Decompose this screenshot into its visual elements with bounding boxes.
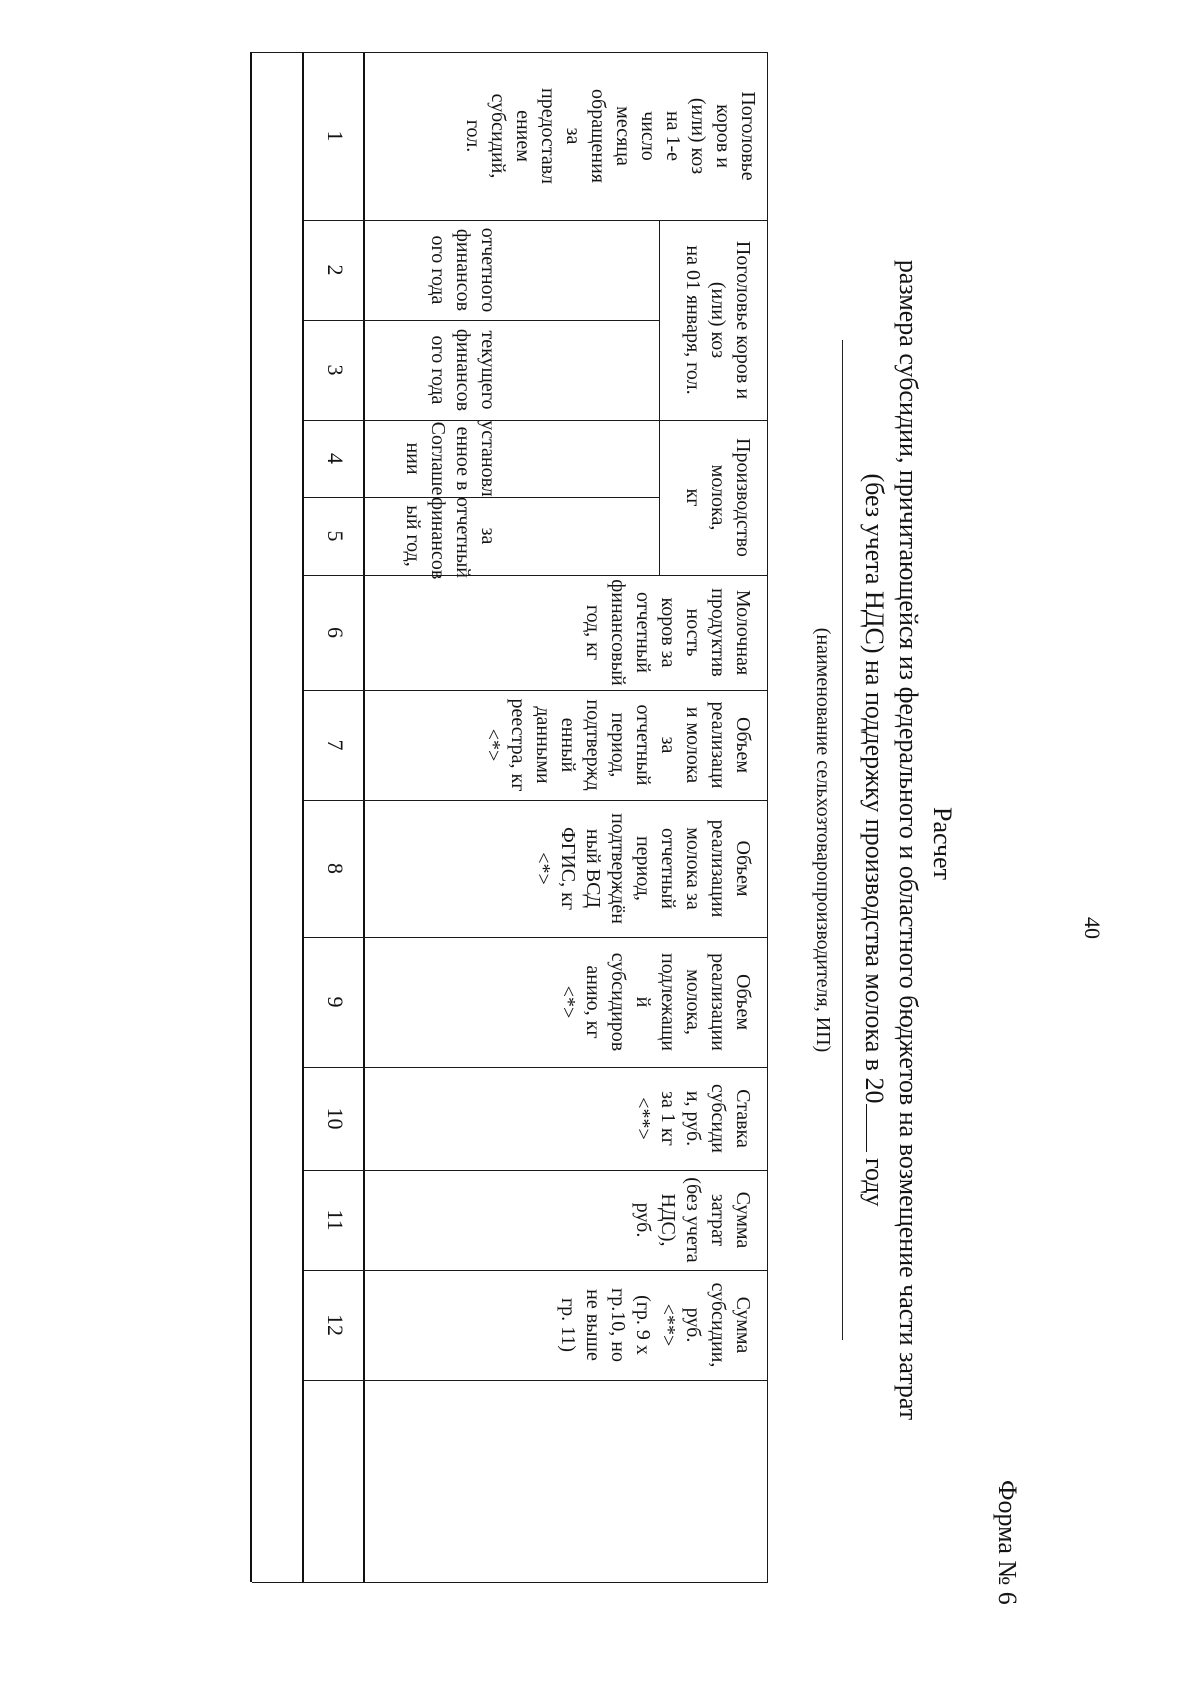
col-border-12: [304, 1380, 768, 1381]
column-number-3: 3: [323, 364, 348, 376]
subtitle-line-2: [857, 120, 891, 1560]
year-blank: [866, 1104, 889, 1152]
header-col-9: Объем реализации молока, подлежащи й субсидиров анию, кг <*>: [557, 952, 754, 1052]
document-subtitle: [857, 120, 925, 1560]
header-col-6: Молочная продуктив ность коров за отчетный финансовый год, кг: [582, 579, 754, 686]
column-number-5: 5: [323, 530, 348, 542]
producer-name-caption: (наименование сельхозтоваропроизводителя, ИП): [812, 627, 834, 1053]
column-number-4: 4: [323, 453, 348, 464]
column-number-6: 6: [323, 627, 348, 638]
header-col-10: Ставка субсиди и, руб. за 1 кг <**>: [632, 1084, 754, 1153]
header-col-4: установл енное в Соглаше нии: [402, 420, 499, 497]
column-number-10: 10: [323, 1107, 348, 1130]
col-border-13: [252, 1582, 768, 1583]
subtitle-line-1: размера субсидии, причитающейся из федерального и областного бюджетов на возмещение части затрат: [894, 259, 923, 1421]
form-number: Форма № 6: [993, 1480, 1022, 1605]
document-title: Расчет: [928, 807, 957, 880]
header-col-11: Сумма затрат (без учета НДС), руб.: [632, 1177, 754, 1263]
column-number-8: 8: [323, 863, 348, 874]
header-group-herd: Поголовье коров и (или) коз на 01 января, гол.: [682, 240, 754, 400]
header-col-5: за отчетный финансов ый год,: [402, 497, 499, 580]
header-col-3: текущего финансов ого года: [427, 328, 499, 412]
column-number-9: 9: [323, 996, 348, 1008]
table-footer-border: [250, 52, 252, 1582]
column-number-11: 11: [323, 1209, 348, 1231]
table-top-border: [767, 52, 768, 1582]
header-col-1: Поголовье коров и (или) коз на 1-е число месяца обращения за предоставл ением субсидий, гол.: [462, 88, 759, 184]
header-col-8: Объем реализации молока за отчетный период, подтверждён ный ВСД ФГИС, кг <*>: [532, 813, 754, 924]
table-bottom-border: [302, 52, 304, 1582]
column-number-12: 12: [323, 1314, 348, 1336]
group-header-divider: [659, 220, 660, 575]
page-number: 40: [1080, 917, 1105, 939]
column-number-1: 1: [323, 130, 348, 142]
header-col-2: отчетного финансов ого года: [427, 227, 499, 313]
producer-name-line: [842, 340, 843, 1340]
header-col-7: Объем реализаци и молока за отчетный период, подтвержд енный данными реестра, кг <*>: [482, 698, 754, 792]
header-group-production: Производство молока, кг: [682, 438, 754, 557]
header-bottom-border: [363, 52, 365, 1582]
column-number-2: 2: [323, 264, 348, 276]
subtitle-line-2-end: году: [860, 1158, 889, 1207]
header-col-12: Сумма субсидии, руб. <**> (гр. 9 х гр.10, но не выше гр. 11): [557, 1282, 754, 1368]
subtitle-line-2-text: (без учета НДС) на поддержку производства молока в 20: [860, 473, 889, 1104]
column-number-7: 7: [323, 739, 348, 751]
